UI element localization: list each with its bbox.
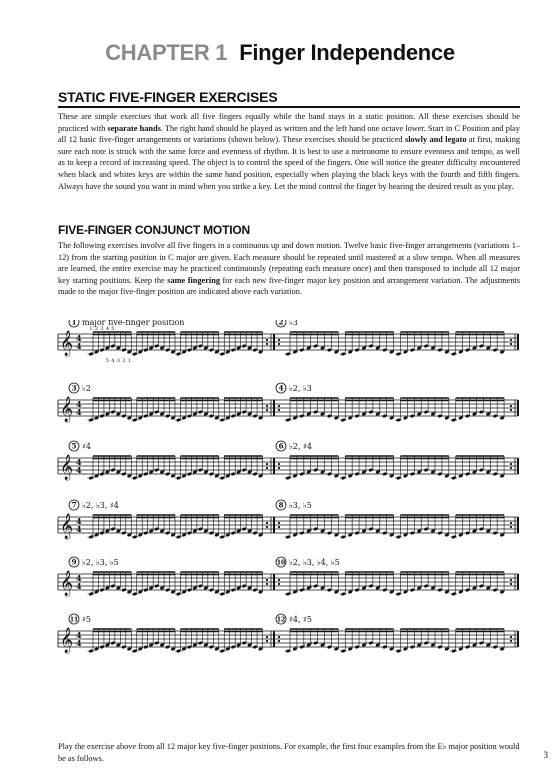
fingering-number: 2 <box>122 358 126 364</box>
repeat-dot <box>278 343 280 345</box>
repeat-dot <box>278 463 280 465</box>
paragraph-text: at first, making sure each note is struck with the same force and evenness of rhythm. It is best to use a metronome to ensure evenness and tempo, as well as to keep a record of increasing speed. The object is to control the speed of the fingers. One will notice the greater difficulty encountered when black and whites keys are within the same hand position, especially when playing the black keys with the fourth and fifth fingers. Always have the sound you want in mind when you strike a key. Let the mind control the finger by hearing the desired result as you play. <box>58 135 520 191</box>
section-rule <box>58 106 520 108</box>
repeat-dot <box>278 636 280 638</box>
fingering-number: 4 <box>105 326 109 332</box>
variation-label: ♯5 <box>82 615 91 624</box>
variation-number: 12 <box>276 616 286 624</box>
repeat-dot <box>266 579 268 581</box>
variation-label: ♭2 <box>82 384 91 393</box>
accidental: ♭ <box>288 415 292 423</box>
variation-label: ♯4 <box>82 442 91 451</box>
fingering-number: 4 <box>111 358 115 364</box>
repeat-dot <box>510 463 512 465</box>
time-signature: 4 <box>76 333 82 343</box>
variation-label: ♭2, ♭3, ♭5 <box>82 558 119 567</box>
accidental: ♭ <box>295 413 299 421</box>
variation-label: ♭2, ♭3 <box>289 384 312 393</box>
accidental: ♭ <box>90 589 94 597</box>
repeat-dot <box>510 579 512 581</box>
paragraph-bold: slowly and legato <box>404 135 467 145</box>
variation-number: 2 <box>278 320 284 327</box>
variation-number: 9 <box>71 557 77 567</box>
accidental: ♭ <box>106 583 110 591</box>
accidental: ♭ <box>309 583 313 591</box>
repeat-dot <box>266 339 268 341</box>
repeat-dot <box>510 343 512 345</box>
paragraph-conjunct <box>58 240 520 298</box>
accidental: ♭ <box>288 589 292 597</box>
repeat-dot <box>266 522 268 524</box>
paragraph-bold: same fingering <box>167 275 220 285</box>
music-notation <box>0 320 560 700</box>
variation-number: 1 <box>71 320 77 327</box>
repeat-dot <box>266 405 268 407</box>
time-signature: 4 <box>76 638 82 648</box>
fingering-number: 3 <box>100 326 104 332</box>
time-signature: 4 <box>76 457 82 467</box>
repeat-dot <box>510 640 512 642</box>
time-signature: 4 <box>76 465 82 475</box>
time-signature: 4 <box>76 407 82 417</box>
footer-paragraph: Play the exercise above from all 12 major key five-finger positions. For example, the first four examples from the E♭ major position would be as follows. <box>58 742 520 763</box>
variation-number: 6 <box>278 441 284 451</box>
chapter-heading <box>0 40 560 66</box>
variation-label: ♭2, ♭3, ♭4, ♭5 <box>289 558 340 567</box>
accidental: ♭ <box>302 585 306 593</box>
page-number: 3 <box>543 750 548 760</box>
accidental: ♭ <box>95 587 99 595</box>
repeat-dot <box>278 526 280 528</box>
repeat-dot <box>510 636 512 638</box>
accidental: ♭ <box>95 530 99 538</box>
repeat-dot <box>278 522 280 524</box>
variation-label: ♯4, ♯5 <box>289 615 313 624</box>
treble-clef-icon: 𝄞 <box>60 628 74 653</box>
variation-number: 10 <box>276 559 286 567</box>
repeat-dot <box>266 636 268 638</box>
treble-clef-icon: 𝄞 <box>60 571 74 596</box>
repeat-dot <box>266 409 268 411</box>
fingering-number: 1 <box>89 326 93 332</box>
accidental: ♭ <box>309 526 313 534</box>
time-signature: 4 <box>76 516 82 526</box>
repeat-dot <box>510 526 512 528</box>
variation-number: 5 <box>71 441 77 451</box>
treble-clef-icon: 𝄞 <box>60 397 74 422</box>
repeat-dot <box>278 583 280 585</box>
paragraph-text: . The right hand should be played as written and the left hand one octave lower. Start in C Position and play all 12 basic five-finger arrangements or variations (shown below). These exercises should be practiced <box>58 123 520 145</box>
repeat-dot <box>266 583 268 585</box>
treble-clef-icon: 𝄞 <box>60 455 74 480</box>
repeat-dot <box>266 467 268 469</box>
fingering-number: 5 <box>111 326 115 332</box>
section-heading-conjunct: FIVE-FINGER CONJUNCT MOTION <box>58 223 250 237</box>
variation-number: 8 <box>278 500 284 510</box>
chapter-title: Finger Independence <box>239 40 455 65</box>
treble-clef-icon: 𝄞 <box>60 514 74 539</box>
accidental: ♯ <box>101 469 105 477</box>
fingering-number: 3 <box>116 358 120 364</box>
accidental: ♭ <box>295 530 299 538</box>
repeat-dot <box>510 339 512 341</box>
variation-label: ♭3 <box>289 320 298 327</box>
treble-clef-icon: 𝄞 <box>60 331 74 356</box>
variation-number: 3 <box>71 383 77 393</box>
paragraph-text: for each new five-finger major key position and arrangement variation. The adjustments made to the major five-finger position are indicated above each variation. <box>58 275 521 297</box>
repeat-dot <box>510 522 512 524</box>
time-signature: 4 <box>76 524 82 534</box>
repeat-dot <box>510 583 512 585</box>
repeat-dot <box>278 339 280 341</box>
accidental: ♯ <box>302 642 306 650</box>
fingering-number: 2 <box>94 326 99 332</box>
section-heading-static: STATIC FIVE-FINGER EXERCISES <box>58 89 278 105</box>
variation-label: major five-finger position <box>82 320 185 327</box>
accidental: ♯ <box>106 640 110 648</box>
chapter-label: CHAPTER 1 <box>105 40 228 65</box>
variation-number: 7 <box>71 500 77 510</box>
paragraph-text: These are simple exercises that work all five fingers equally while the hand stays in a static position. All these exercises should be practiced with <box>58 112 520 133</box>
repeat-dot <box>266 526 268 528</box>
time-signature: 4 <box>76 399 82 409</box>
accidental: ♭ <box>295 347 299 355</box>
variation-number: 11 <box>69 616 79 624</box>
fingering-number: 1 <box>127 358 131 364</box>
accidental: ♭ <box>90 532 94 540</box>
accidental: ♭ <box>295 587 299 595</box>
repeat-dot <box>278 405 280 407</box>
accidental: ♭ <box>288 473 292 481</box>
repeat-dot <box>278 579 280 581</box>
repeat-dot <box>510 405 512 407</box>
fingering-number: 5 <box>105 358 109 364</box>
repeat-dot <box>510 409 512 411</box>
accidental: ♯ <box>309 640 313 648</box>
repeat-dot <box>278 640 280 642</box>
repeat-dot <box>266 463 268 465</box>
accidental: ♭ <box>90 415 94 423</box>
variation-label: ♭3, ♭5 <box>289 501 312 510</box>
accidental: ♯ <box>302 469 306 477</box>
repeat-dot <box>278 467 280 469</box>
time-signature: 4 <box>76 573 82 583</box>
repeat-dot <box>266 343 268 345</box>
paragraph-static <box>58 111 520 192</box>
time-signature: 4 <box>76 341 82 351</box>
variation-label: ♭2, ♯4 <box>289 442 312 451</box>
variation-number: 4 <box>278 383 284 393</box>
paragraph-bold: separate hands <box>107 123 161 133</box>
repeat-dot <box>266 640 268 642</box>
repeat-dot <box>510 467 512 469</box>
repeat-dot <box>278 409 280 411</box>
time-signature: 4 <box>76 581 82 591</box>
time-signature: 4 <box>76 630 82 640</box>
accidental: ♯ <box>101 528 105 536</box>
variation-label: ♭2, ♭3, ♯4 <box>82 501 119 510</box>
paragraph-text: The following exercises involve all five fingers in a continuous up and down motion. Twelve basic five-finger arrangements (variations 1–12) from the starting position in C major are given. Each measure should be repeated until mastered at a slow tempo. When all measures are learned, the entire exercise may be practiced continuously (repeating each measure once) and then transposed to include all 12 major key starting positions. Keep the <box>58 241 520 285</box>
